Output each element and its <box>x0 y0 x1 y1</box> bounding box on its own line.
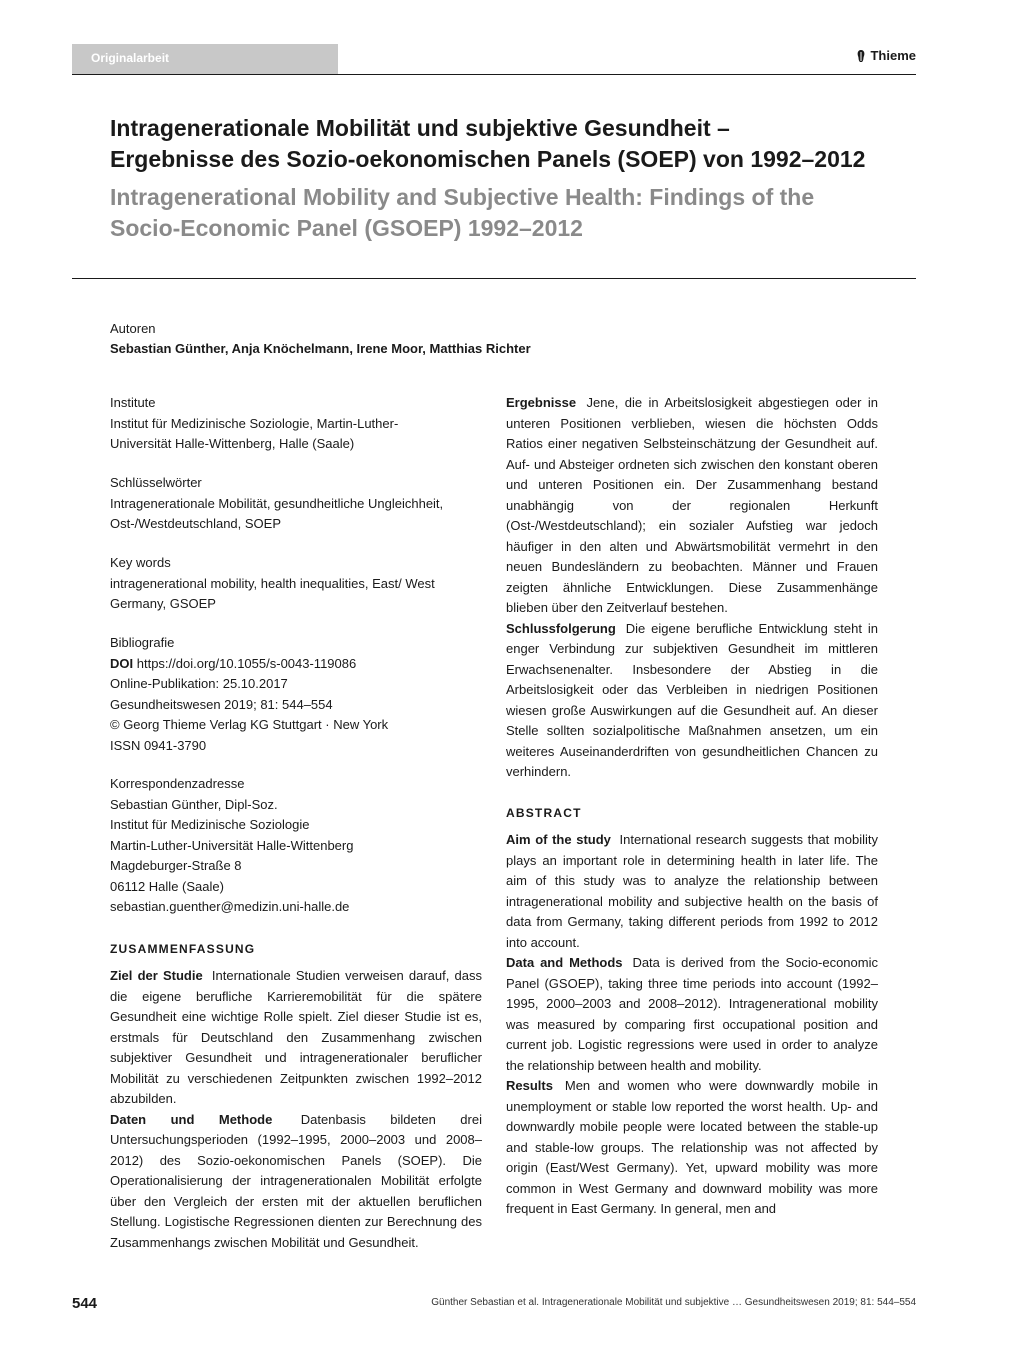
correspondence-block <box>110 774 490 918</box>
title-german <box>110 113 910 175</box>
header-divider <box>72 74 916 75</box>
ziel-paragraph <box>110 966 482 1110</box>
bibliography-block <box>110 633 490 756</box>
correspondence-city: 06112 Halle (Saale) <box>110 878 224 894</box>
ziel-text: Internationale Studien verweisen darauf, dass die eigene berufliche Karrieremobilität für die spätere Gesundheit eine wichtige Rolle spielt. Ziel dieser Studie ist es, erstmals für Deutschland den Zusammenhang zwischen subjektiver Gesundheit und intragenerationaler beruflicher Mobilität zu verschiedenen Zeitpunkten zwischen 1992–2012 abzubilden. <box>110 968 482 1106</box>
aim-lead: Aim of the study <box>506 832 611 847</box>
ziel-lead: Ziel der Studie <box>110 968 203 983</box>
abstract-body <box>506 830 878 1220</box>
journal-reference: Gesundheitswesen 2019; 81: 544–554 <box>110 696 333 712</box>
authors-label: Autoren <box>110 321 156 336</box>
footer-citation: Günther Sebastian et al. Intragenerationale Mobilität und subjektive … Gesundheitswesen 2019; 81: 544–554 <box>431 1297 916 1308</box>
institute-line1: Institut für Medizinische Soziologie, Martin-Luther- <box>110 415 399 431</box>
keywords-en-block <box>110 553 490 615</box>
issn-line: ISSN 0941-3790 <box>110 737 207 753</box>
zusammenfassung-heading: ZUSAMMENFASSUNG <box>110 942 256 956</box>
results-paragraph <box>506 1076 878 1220</box>
correspondence-institute: Institut für Medizinische Soziologie <box>110 817 310 832</box>
doi-link[interactable]: https://doi.org/10.1055/s-0043-119086 <box>136 655 357 671</box>
doi-line <box>110 654 490 675</box>
keywords-de-label: Schlüsselwörter <box>110 475 202 490</box>
keywords-de-line1: Intragenerationale Mobilität, gesundheitliche Ungleichheit, <box>110 495 444 511</box>
aim-paragraph <box>506 830 878 953</box>
correspondence-street: Magdeburger-Straße 8 <box>110 858 242 873</box>
correspondence-email[interactable]: sebastian.guenther@medizin.uni-halle.de <box>110 899 350 914</box>
copyright-line: © Georg Thieme Verlag KG Stuttgart · New York <box>110 717 389 732</box>
abstract-heading: ABSTRACT <box>506 806 582 820</box>
title-german-line1: Intragenerationale Mobilität und subjektive Gesundheit – <box>110 115 730 141</box>
institute-label: Institute <box>110 395 156 410</box>
correspondence-university: Martin-Luther-Universität Halle-Wittenberg <box>110 837 354 853</box>
section-label-tab <box>72 44 338 75</box>
methode-paragraph <box>110 1110 482 1254</box>
keywords-de-line2: Ost-/Westdeutschland, SOEP <box>110 516 281 531</box>
keywords-en-line2: Germany, GSOEP <box>110 596 216 611</box>
keywords-en-line1: intragenerational mobility, health inequalities, East/ West <box>110 575 435 591</box>
methode-text: Datenbasis bildeten drei Untersuchungsperioden (1992–1995, 2000–2003 und 2008–2012) des Sozio-oekonomischen Panels (SOEP). Die Operationalisierung der intragenerationalen Mobilität erfolgte über den Vergleich der ersten mit der aktuellen beruflichen Stellung. Logistische Regressionen dienten zur Berechnung des Zusammenhangs zwischen Mobilität und Gesundheit. <box>110 1111 482 1250</box>
title-english <box>110 182 910 244</box>
methods-lead: Data and Methods <box>506 955 623 970</box>
title-english-line2: Socio-Economic Panel (GSOEP) 1992–2012 <box>110 215 583 241</box>
schluss-paragraph <box>506 619 878 783</box>
online-publication: Online-Publikation: 25.10.2017 <box>110 676 288 691</box>
page-number: 544 <box>72 1295 98 1312</box>
keywords-en-label: Key words <box>110 555 171 570</box>
correspondence-name: Sebastian Günther, Dipl-Soz. <box>110 796 278 812</box>
methode-lead: Daten und Methode <box>110 1111 273 1127</box>
publisher-name: Thieme <box>870 48 916 63</box>
schluss-lead: Schlussfolgerung <box>506 620 616 636</box>
title-german-line2: Ergebnisse des Sozio-oekonomischen Panels (SOEP) von 1992–2012 <box>110 146 866 172</box>
results-text: Men and women who were downwardly mobile in unemployment or stable low reported the worst health. Up- and downwardly mobile people were located between the stable-up and stable-low groups. The relationship was not affected by origin (East/West Germany). Yet, upward mobility was more common in West Germany and downward mobility was more frequent in East Germany. In general, men and <box>506 1078 878 1216</box>
ergebnisse-lead: Ergebnisse <box>506 395 577 410</box>
correspondence-label: Korrespondenzadresse <box>110 776 245 791</box>
zusammenfassung-left <box>110 966 482 1253</box>
results-lead: Results <box>506 1078 553 1093</box>
bibliography-label: Bibliografie <box>110 635 175 650</box>
section-label: Originalarbeit <box>91 51 170 65</box>
ergebnisse-text: Jene, die in Arbeitslosigkeit abgestiegen oder in unteren Positionen verblieben, wiesen die höchsten Odds Ratios einer negativen Selbsteinschätzung der Gesundheit auf. Auf- und Absteiger ordneten sich zwischen den konstant oberen und unteren Positionen ein. Der Zusammenhang bestand unabhängig von der regionalen Herkunft (Ost-/Westdeutschland); ein sozialer Aufstieg war jedoch häufiger in den alten und Abwärtsmobilität vermehrt in den neuen Bundesländern zu beobachten. Männer und Frauen zeigten ähnliche Entwicklungen. Diese Zusammenhänge blieben über den Zeitverlauf bestehen. <box>506 395 878 615</box>
aim-text: International research suggests that mobility plays an important role in determining health in later life. The aim of this study was to analyze the relationship between intragenerational mobility and subjective health on the basis of data from Germany, taking different periods from 1992 to 2012 into account. <box>506 832 878 950</box>
ergebnisse-paragraph <box>506 393 878 619</box>
schluss-text: Die eigene berufliche Entwicklung steht in enger Verbindung zur subjektiven Gesundheit im mittleren Erwachsenenalter. Insbesondere der Abstieg in die Arbeitslosigkeit oder das Verbleiben in niedrigen Positionen wiesen große Auswirkungen auf die Gesundheit auf. An dieser Stelle sollten sozialpolitische Maßnahmen ansetzen, um ein weiteres Auseinanderdriften von gesundheitlichen Chancen zu verhindern. <box>506 620 878 779</box>
title-divider <box>72 278 916 279</box>
methods-text: Data is derived from the Socio-economic Panel (GSOEP), taking three time periods into account (1992–1995, 2000–2003 and 2008–2012). Intragenerational mobility was measured by comparing first occupational position and current job. Logistic regressions were used in order to analyze the relationship between health and mobility. <box>506 955 878 1073</box>
publisher-logo <box>856 48 916 63</box>
title-english-line1: Intragenerational Mobility and Subjective Health: Findings of the <box>110 184 815 210</box>
doi-label: DOI <box>110 655 134 671</box>
thieme-icon <box>856 49 866 63</box>
institute-line2: Universität Halle-Wittenberg, Halle (Saale) <box>110 436 355 451</box>
institute-block <box>110 393 490 455</box>
methods-paragraph <box>506 953 878 1076</box>
authors-names: Sebastian Günther, Anja Knöchelmann, Irene Moor, Matthias Richter <box>110 341 531 356</box>
keywords-de-block <box>110 473 490 535</box>
zusammenfassung-right <box>506 393 878 783</box>
